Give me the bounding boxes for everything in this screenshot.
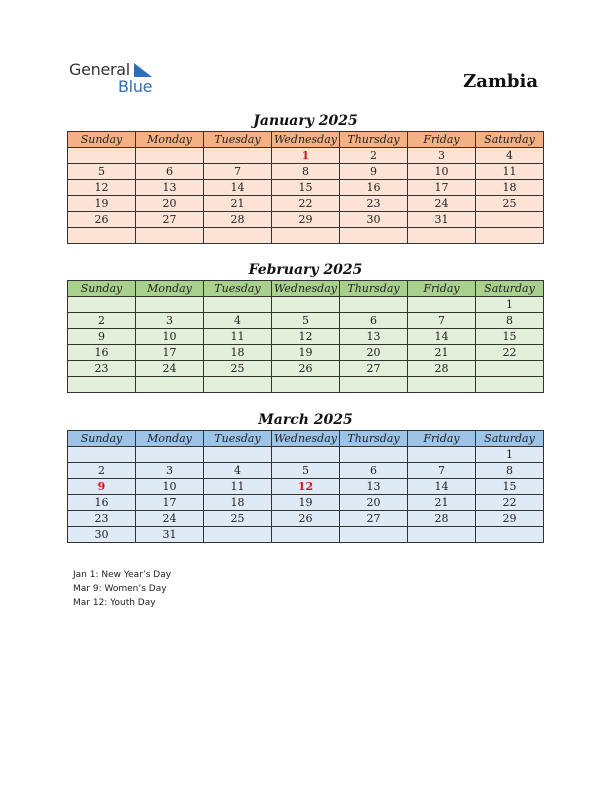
day-cell: 14 (204, 180, 272, 196)
weekday-header: Friday (408, 431, 476, 447)
week-row (68, 297, 544, 313)
day-cell: 2 (340, 148, 408, 164)
day-cell: 12 (272, 479, 340, 495)
weekday-header: Sunday (68, 132, 136, 148)
day-cell: 24 (136, 511, 204, 527)
empty-day-cell (272, 377, 340, 393)
empty-day-cell (204, 447, 272, 463)
day-cell: 28 (408, 511, 476, 527)
empty-day-cell (204, 527, 272, 543)
day-cell: 22 (476, 345, 544, 361)
day-cell: 13 (340, 479, 408, 495)
day-cell: 18 (204, 495, 272, 511)
empty-day-cell (340, 228, 408, 244)
weekday-header: Wednesday (272, 281, 340, 297)
empty-day-cell (68, 148, 136, 164)
empty-day-cell (476, 527, 544, 543)
weekday-header: Friday (408, 132, 476, 148)
day-cell: 31 (136, 527, 204, 543)
day-cell: 5 (272, 313, 340, 329)
empty-day-cell (476, 228, 544, 244)
weekday-header: Monday (136, 132, 204, 148)
day-cell: 26 (272, 361, 340, 377)
day-cell: 8 (476, 463, 544, 479)
day-cell: 7 (408, 463, 476, 479)
day-cell: 25 (204, 361, 272, 377)
day-cell: 21 (408, 495, 476, 511)
day-cell: 15 (476, 329, 544, 345)
empty-day-cell (408, 377, 476, 393)
holiday-notes (73, 568, 171, 610)
day-cell: 7 (408, 313, 476, 329)
month-grid (67, 280, 544, 393)
day-cell: 13 (340, 329, 408, 345)
day-cell: 22 (272, 196, 340, 212)
day-cell: 1 (476, 447, 544, 463)
weekday-header: Saturday (476, 132, 544, 148)
empty-day-cell (408, 527, 476, 543)
weekday-header: Monday (136, 431, 204, 447)
day-cell: 8 (272, 164, 340, 180)
calendar-month-march (67, 410, 544, 543)
empty-day-cell (68, 447, 136, 463)
day-cell: 20 (340, 495, 408, 511)
logo-triangle-icon (134, 63, 152, 77)
week-row (68, 329, 544, 345)
day-cell: 11 (204, 329, 272, 345)
day-cell: 1 (476, 297, 544, 313)
empty-day-cell (136, 297, 204, 313)
week-row (68, 180, 544, 196)
day-cell: 1 (272, 148, 340, 164)
day-cell: 27 (340, 511, 408, 527)
day-cell: 29 (476, 511, 544, 527)
day-cell: 5 (272, 463, 340, 479)
day-cell: 7 (204, 164, 272, 180)
day-cell: 24 (136, 361, 204, 377)
week-row (68, 527, 544, 543)
day-cell: 4 (204, 313, 272, 329)
day-cell: 23 (340, 196, 408, 212)
weekday-header-row (68, 281, 544, 297)
empty-day-cell (476, 361, 544, 377)
weekday-header: Thursday (340, 431, 408, 447)
day-cell: 16 (68, 345, 136, 361)
empty-day-cell (340, 297, 408, 313)
weekday-header-row (68, 132, 544, 148)
weekday-header: Sunday (68, 431, 136, 447)
day-cell: 15 (272, 180, 340, 196)
empty-day-cell (68, 297, 136, 313)
day-cell: 17 (408, 180, 476, 196)
month-grid (67, 131, 544, 244)
day-cell: 21 (204, 196, 272, 212)
day-cell: 27 (136, 212, 204, 228)
empty-day-cell (476, 377, 544, 393)
week-row (68, 196, 544, 212)
month-title: February 2025 (248, 262, 363, 278)
week-row (68, 377, 544, 393)
day-cell: 25 (204, 511, 272, 527)
calendar-month-february (67, 260, 544, 393)
day-cell: 21 (408, 345, 476, 361)
weekday-header: Saturday (476, 431, 544, 447)
day-cell: 29 (272, 212, 340, 228)
empty-day-cell (204, 148, 272, 164)
empty-day-cell (136, 148, 204, 164)
day-cell: 9 (340, 164, 408, 180)
day-cell: 6 (136, 164, 204, 180)
day-cell: 31 (408, 212, 476, 228)
day-cell: 26 (272, 511, 340, 527)
weekday-header: Saturday (476, 281, 544, 297)
holiday-note: Mar 9: Women’s Day (73, 584, 167, 594)
weekday-header: Wednesday (272, 431, 340, 447)
day-cell: 2 (68, 313, 136, 329)
holiday-note: Jan 1: New Year’s Day (73, 570, 172, 580)
empty-day-cell (204, 377, 272, 393)
day-cell: 10 (408, 164, 476, 180)
day-cell: 3 (136, 463, 204, 479)
day-cell: 14 (408, 329, 476, 345)
day-cell: 4 (476, 148, 544, 164)
empty-day-cell (340, 527, 408, 543)
month-title: January 2025 (253, 113, 358, 129)
day-cell: 4 (204, 463, 272, 479)
week-row (68, 479, 544, 495)
week-row (68, 313, 544, 329)
empty-day-cell (136, 377, 204, 393)
day-cell: 28 (204, 212, 272, 228)
day-cell: 17 (136, 495, 204, 511)
day-cell: 23 (68, 511, 136, 527)
empty-day-cell (408, 297, 476, 313)
empty-day-cell (272, 297, 340, 313)
empty-day-cell (204, 228, 272, 244)
month-grid (67, 430, 544, 543)
empty-day-cell (408, 228, 476, 244)
empty-day-cell (340, 447, 408, 463)
week-row (68, 212, 544, 228)
empty-day-cell (340, 377, 408, 393)
day-cell: 19 (272, 495, 340, 511)
empty-day-cell (272, 447, 340, 463)
day-cell: 18 (476, 180, 544, 196)
day-cell: 12 (272, 329, 340, 345)
day-cell: 6 (340, 313, 408, 329)
day-cell: 10 (136, 329, 204, 345)
empty-day-cell (272, 527, 340, 543)
day-cell: 12 (68, 180, 136, 196)
day-cell: 6 (340, 463, 408, 479)
weekday-header: Tuesday (204, 132, 272, 148)
logo-text-general: General (69, 60, 130, 79)
empty-day-cell (408, 447, 476, 463)
weekday-header: Monday (136, 281, 204, 297)
calendar-month-january (67, 111, 544, 244)
week-row (68, 511, 544, 527)
day-cell: 19 (272, 345, 340, 361)
day-cell: 30 (68, 527, 136, 543)
day-cell: 3 (136, 313, 204, 329)
day-cell: 26 (68, 212, 136, 228)
day-cell: 23 (68, 361, 136, 377)
empty-day-cell (204, 297, 272, 313)
week-row (68, 495, 544, 511)
weekday-header: Friday (408, 281, 476, 297)
empty-day-cell (272, 228, 340, 244)
weekday-header: Tuesday (204, 281, 272, 297)
week-row (68, 463, 544, 479)
day-cell: 10 (136, 479, 204, 495)
day-cell: 20 (136, 196, 204, 212)
day-cell: 9 (68, 329, 136, 345)
week-row (68, 447, 544, 463)
day-cell: 24 (408, 196, 476, 212)
weekday-header: Thursday (340, 281, 408, 297)
day-cell: 18 (204, 345, 272, 361)
day-cell: 3 (408, 148, 476, 164)
day-cell: 20 (340, 345, 408, 361)
empty-day-cell (68, 228, 136, 244)
empty-day-cell (136, 447, 204, 463)
weekday-header-row (68, 431, 544, 447)
day-cell: 2 (68, 463, 136, 479)
day-cell: 27 (340, 361, 408, 377)
day-cell: 5 (68, 164, 136, 180)
day-cell: 16 (340, 180, 408, 196)
week-row (68, 228, 544, 244)
weekday-header: Sunday (68, 281, 136, 297)
day-cell: 16 (68, 495, 136, 511)
empty-day-cell (68, 377, 136, 393)
week-row (68, 361, 544, 377)
day-cell: 14 (408, 479, 476, 495)
day-cell: 22 (476, 495, 544, 511)
empty-day-cell (136, 228, 204, 244)
logo-text-blue: Blue (118, 77, 153, 96)
day-cell: 13 (136, 180, 204, 196)
day-cell: 15 (476, 479, 544, 495)
day-cell: 11 (476, 164, 544, 180)
day-cell: 8 (476, 313, 544, 329)
week-row (68, 345, 544, 361)
generalblue-logo (69, 60, 169, 98)
weekday-header: Tuesday (204, 431, 272, 447)
country-title: Zambia (463, 71, 538, 92)
day-cell: 9 (68, 479, 136, 495)
holiday-note: Mar 12: Youth Day (73, 598, 156, 608)
day-cell: 30 (340, 212, 408, 228)
weekday-header: Wednesday (272, 132, 340, 148)
week-row (68, 148, 544, 164)
week-row (68, 164, 544, 180)
day-cell: 17 (136, 345, 204, 361)
day-cell: 11 (204, 479, 272, 495)
month-title: March 2025 (258, 412, 353, 428)
day-cell: 25 (476, 196, 544, 212)
weekday-header: Thursday (340, 132, 408, 148)
day-cell: 19 (68, 196, 136, 212)
day-cell: 28 (408, 361, 476, 377)
empty-day-cell (476, 212, 544, 228)
